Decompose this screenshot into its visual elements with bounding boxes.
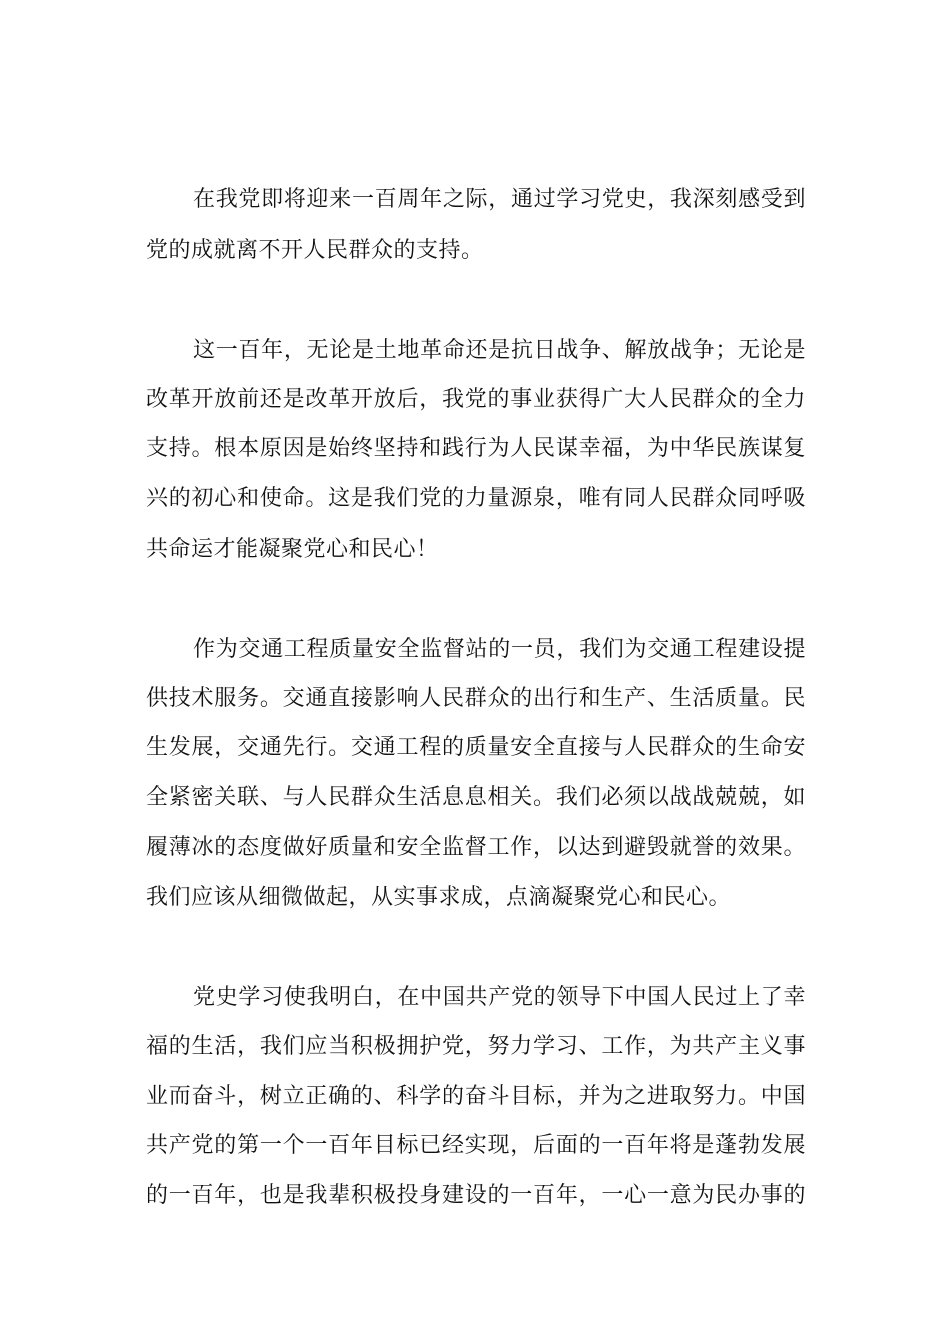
paragraph-line: 的一百年，也是我辈积极投身建设的一百年，一心一意为民办事的 [146,1183,806,1208]
paragraph-line: 这一百年，无论是土地革命还是抗日战争、解放战争；无论是 [193,338,806,363]
paragraph-line: 兴的初心和使命。这是我们党的力量源泉，唯有同人民群众同呼吸 [146,486,806,511]
paragraph-line: 全紧密关联、与人民群众生活息息相关。我们必须以战战兢兢，如 [146,785,806,810]
paragraph-line: 改革开放前还是改革开放后，我党的事业获得广大人民群众的全力 [146,387,806,412]
paragraph-line: 党的成就离不开人民群众的支持。 [146,238,484,263]
paragraph-line: 党史学习使我明白，在中国共产党的领导下中国人民过上了幸 [193,985,806,1010]
paragraph-line: 业而奋斗，树立正确的、科学的奋斗目标，并为之进取努力。中国 [146,1084,806,1109]
paragraph-line: 福的生活，我们应当积极拥护党，努力学习、工作，为共产主义事 [146,1034,806,1059]
paragraph-line: 在我党即将迎来一百周年之际，通过学习党史，我深刻感受到 [193,187,806,212]
paragraph-line: 共命运才能凝聚党心和民心！ [146,537,439,562]
paragraph-line: 支持。根本原因是始终坚持和践行为人民谋幸福，为中华民族谋复 [146,436,806,461]
paragraph-line: 履薄冰的态度做好质量和安全监督工作，以达到避毁就誉的效果。 [146,835,806,860]
paragraph-line: 共产党的第一个一百年目标已经实现，后面的一百年将是蓬勃发展 [146,1133,806,1158]
paragraph-line: 作为交通工程质量安全监督站的一员，我们为交通工程建设提 [193,637,806,662]
paragraph-line: 供技术服务。交通直接影响人民群众的出行和生产、生活质量。民 [146,686,806,711]
paragraph-line: 我们应该从细微做起，从实事求成，点滴凝聚党心和民心。 [146,885,732,910]
paragraph-line: 生发展，交通先行。交通工程的质量安全直接与人民群众的生命安 [146,735,806,760]
